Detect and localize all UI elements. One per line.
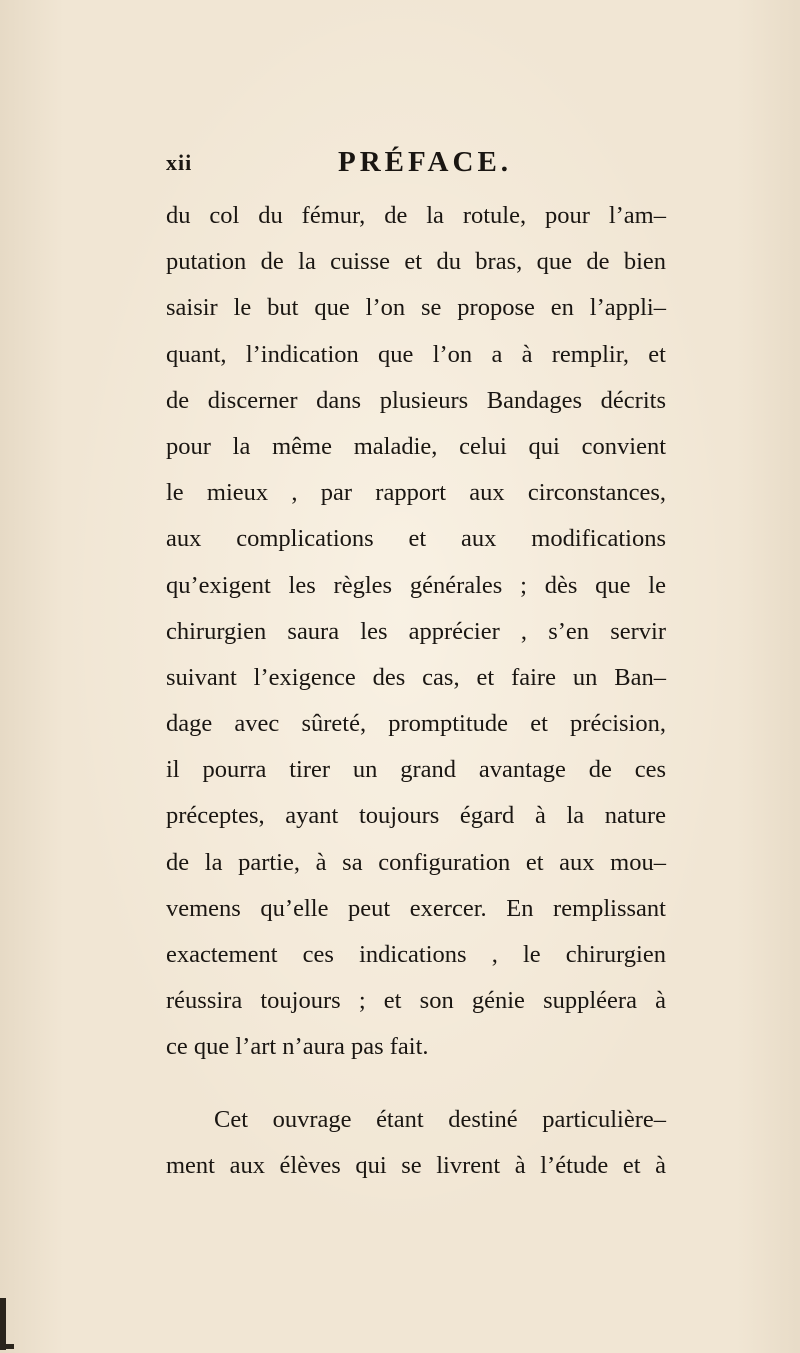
text-line: putation de la cuisse et du bras, que de bien: [166, 248, 666, 276]
text-line: il pourra tirer un grand avantage de ces: [166, 756, 666, 784]
text-line: du col du fémur, de la rotule, pour l’am–: [166, 202, 666, 229]
text-line: de discerner dans plusieurs Bandages décrits: [166, 386, 666, 414]
text-line: pour la même maladie, celui qui convient: [166, 432, 666, 460]
text-line: qu’exigent les règles générales ; dès que le: [166, 571, 666, 599]
text-line: le mieux , par rapport aux circonstances,: [166, 479, 666, 507]
paragraph-2: [166, 1097, 666, 1189]
text-line: ce que l’art n’aura pas fait.: [166, 1033, 429, 1061]
body-text: [166, 193, 666, 1189]
text-line: préceptes, ayant toujours égard à la nature: [166, 802, 666, 830]
text-line: chirurgien saura les apprécier , s’en servir: [166, 617, 666, 645]
scan-edge-mark-foot: [0, 1344, 14, 1349]
page-number: xii: [166, 150, 193, 175]
text-line: ment aux élèves qui se livrent à l’étude et à: [166, 1151, 666, 1179]
text-line: suivant l’exigence des cas, et faire un Ban–: [166, 663, 666, 691]
text-line: quant, l’indication que l’on a à remplir, et: [166, 340, 666, 368]
text-line: dage avec sûreté, promptitude et précision,: [166, 710, 666, 738]
text-line: exactement ces indications , le chirurgien: [166, 941, 666, 968]
running-title: PRÉFACE.: [338, 146, 513, 178]
paragraph-1: [166, 193, 666, 1071]
running-head: [166, 146, 666, 186]
text-line: vemens qu’elle peut exercer. En remplissant: [166, 894, 666, 922]
text-line: aux complications et aux modifications: [166, 525, 666, 553]
text-line: réussira toujours ; et son génie suppléera à: [166, 987, 666, 1015]
paragraph-spacer: [166, 1071, 666, 1097]
scan-edge-mark: [0, 1298, 6, 1350]
text-line: Cet ouvrage étant destiné particulière–: [214, 1105, 666, 1133]
text-line: saisir le but que l’on se propose en l’appli–: [166, 294, 666, 322]
text-line: de la partie, à sa configuration et aux mou–: [166, 848, 666, 876]
